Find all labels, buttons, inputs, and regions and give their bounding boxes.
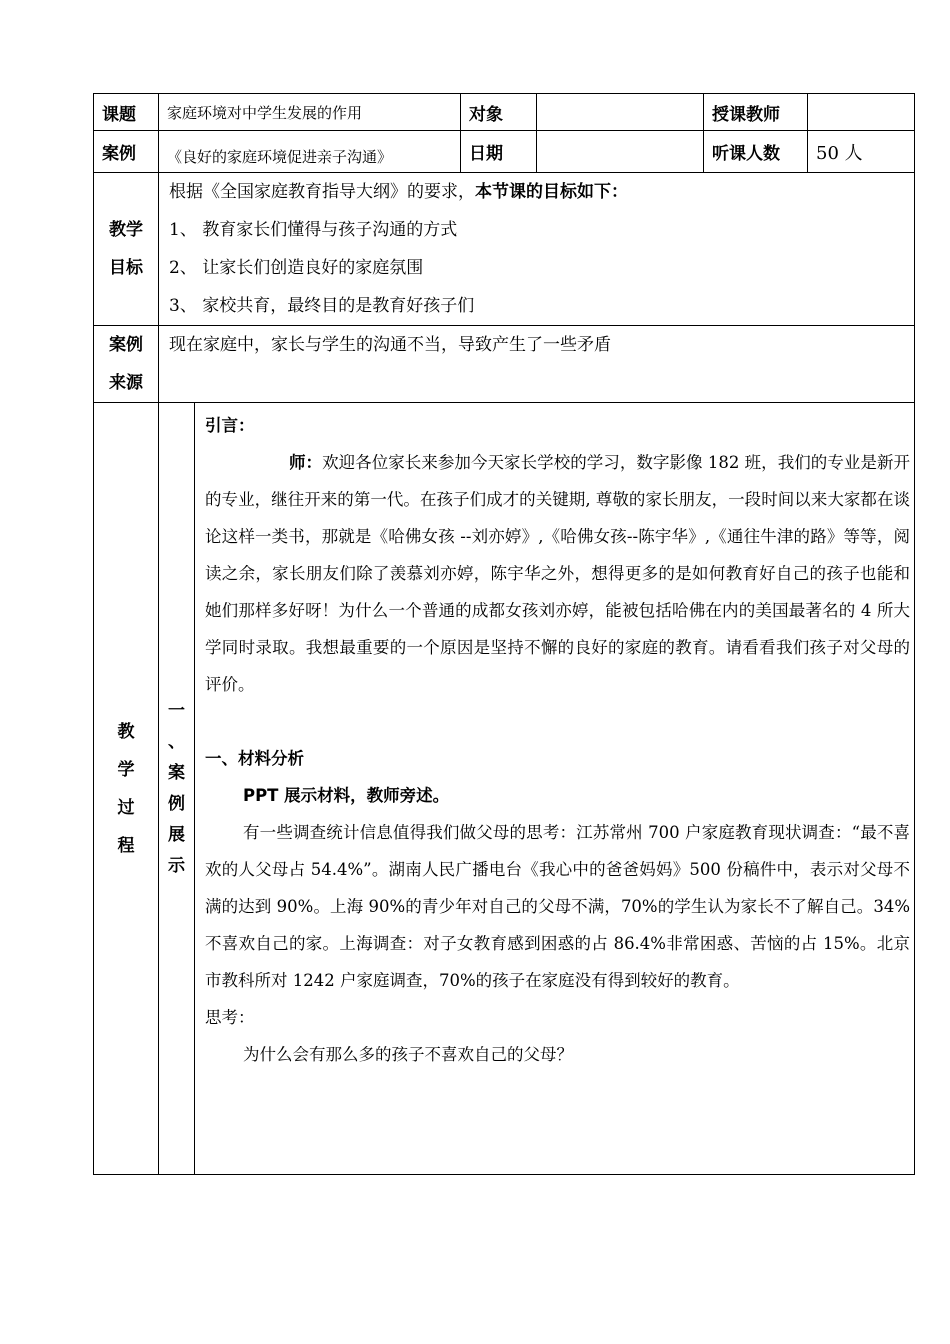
sub-label-char: 例: [168, 793, 185, 814]
process-label: [94, 403, 159, 1175]
date-label: 日期: [461, 131, 537, 173]
audience-label: 对象: [461, 94, 537, 131]
goal-item-2: 2、 让家长们创造良好的家庭氛围: [169, 258, 424, 278]
process-label-char: 过: [117, 797, 135, 818]
process-row: [94, 403, 915, 1175]
goals-label-line2: 目标: [109, 258, 143, 278]
source-row: [94, 326, 915, 403]
teacher-value: [808, 94, 915, 131]
ppt-note: PPT 展示材料，教师旁述。: [243, 786, 450, 805]
sub-label-char: 、: [168, 731, 185, 752]
source-content: 现在家庭中，家长与学生的沟通不当，导致产生了一些矛盾: [159, 326, 915, 403]
sub-label-char: 示: [168, 855, 185, 876]
think-question: 为什么会有那么多的孩子不喜欢自己的父母？: [243, 1045, 573, 1064]
teacher-label: 授课教师: [704, 94, 808, 131]
sub-label-char: 案: [168, 762, 185, 783]
topic-label: 课题: [94, 94, 159, 131]
sub-label-char: 展: [168, 824, 185, 845]
spacer: [205, 703, 910, 740]
goals-row: [94, 173, 915, 326]
goals-intro-bold: 本节课的目标如下：: [475, 182, 628, 202]
topic-value: 家庭环境对中学生发展的作用: [159, 94, 461, 131]
intro-title: 引言：: [205, 416, 255, 435]
stats-paragraph: 有一些调查统计信息值得我们做父母的思考：江苏常州 700 户家庭教育现状调查：“最不喜欢的人父母占 54.4%”。湖南人民广播电台《我心中的爸爸妈妈》500 份稿件中，表示对父母不满的达到 90%。上海 90%的青少年对自己的父母不满，70%的学生认为家长不了解自己。34%不喜欢自己的家。上海调查：对子女教育感到困惑的占 86.4%非常困惑、苦恼的占 15%。北京市教科所对 1242 户家庭调查，70%的孩子在家庭没有得到较好的教育。: [205, 823, 911, 990]
goals-intro-text: 根据《全国家庭教育指导大纲》的要求，: [169, 182, 475, 202]
goals-content: [159, 173, 915, 326]
intro-speaker: 师：: [289, 453, 323, 472]
source-label: [94, 326, 159, 403]
goal-item-1: 1、 教育家长们懂得与孩子沟通的方式: [169, 220, 458, 240]
attendance-value: 50 人: [808, 131, 915, 173]
section-title: 一、材料分析: [205, 749, 304, 768]
lesson-plan-table: [93, 93, 915, 1175]
source-label-line2: 来源: [109, 373, 143, 393]
goals-intro: [169, 173, 914, 211]
sub-label-char: 一: [168, 700, 185, 721]
process-label-char: 程: [117, 835, 135, 856]
case-label: 案例: [94, 131, 159, 173]
case-value: 《良好的家庭环境促进亲子沟通》: [159, 131, 461, 173]
header-row-1: [94, 94, 915, 131]
process-label-char: 教: [117, 721, 135, 742]
intro-text: 欢迎各位家长来参加今天家长学校的学习，数字影像 182 班，我们的专业是新开的专业，继往开来的第一代。在孩子们成才的关键期, 尊敬的家长朋友，一段时间以来大家都在谈论这样一类书，那就是《哈佛女孩 --刘亦婷》,《哈佛女孩--陈宇华》,《通往牛津的路》等等，阅读之余，家长朋友们除了羡慕刘亦婷，陈宇华之外，想得更多的是如何教育好自己的孩子也能和她们那样多好呀！为什么一个普通的成都女孩刘亦婷，能被包括哈佛在内的美国最著名的 4 所大学同时录取。我想最重要的一个原因是坚持不懈的良好的家庭的教育。请看看我们孩子对父母的评价。: [205, 453, 911, 694]
case-display-label: [159, 403, 195, 1175]
goal-item-3: 3、 家校共育，最终目的是教育好孩子们: [169, 296, 475, 316]
source-label-line1: 案例: [109, 335, 143, 355]
date-value: [537, 131, 704, 173]
audience-value: [537, 94, 704, 131]
intro-paragraph: [205, 444, 910, 703]
goals-label: [94, 173, 159, 326]
header-row-2: [94, 131, 915, 173]
think-label: 思考：: [205, 1008, 255, 1027]
process-content: [195, 403, 915, 1175]
process-label-char: 学: [117, 759, 135, 780]
goals-label-line1: 教学: [109, 220, 143, 240]
attendance-label: 听课人数: [704, 131, 808, 173]
